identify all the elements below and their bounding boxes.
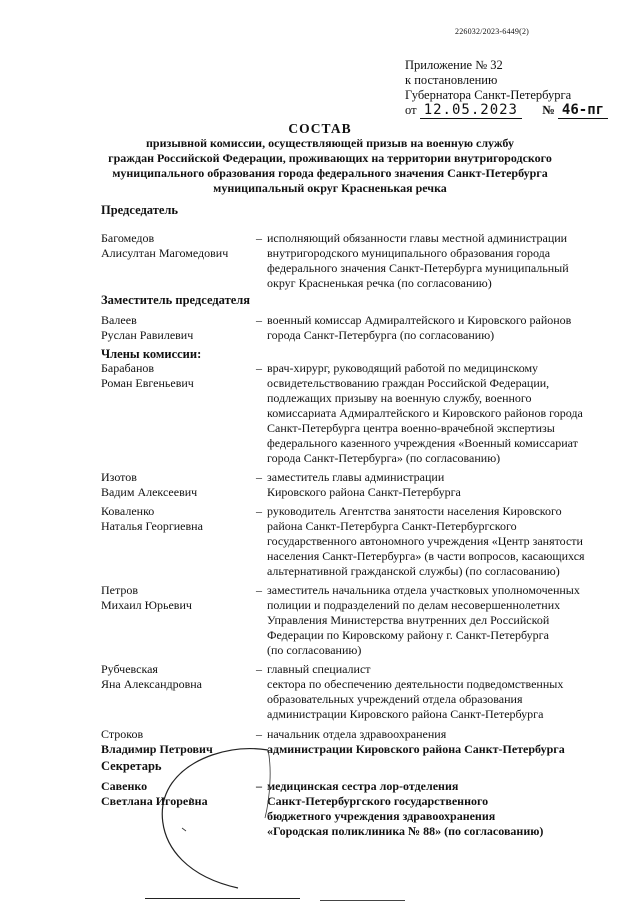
position-line: образовательных учреждений отдела образования	[267, 692, 523, 706]
appendix-block	[405, 58, 630, 119]
member-position	[267, 361, 632, 466]
member-position	[267, 662, 632, 722]
position-line: района Санкт-Петербурга Санкт-Петербургского	[267, 519, 517, 533]
given-name: Яна Александровна	[101, 677, 203, 691]
position-line: населения Санкт-Петербурга» (в части вопросов, касающихся	[267, 549, 585, 563]
member-position	[267, 779, 632, 839]
position-line: руководитель Агентства занятости населения Кировского	[267, 504, 562, 518]
appendix-date-line	[405, 103, 630, 119]
member-name	[101, 583, 256, 613]
member-position	[267, 504, 632, 579]
surname: Барабанов	[101, 361, 155, 375]
position-line: федерального казенного учреждения «Военный комиссариат	[267, 436, 578, 450]
member-position	[267, 583, 632, 658]
position-line: военный комиссар Адмиралтейского и Кировского районов	[267, 313, 572, 327]
surname: Валеев	[101, 313, 137, 327]
position-line: заместитель начальника отдела участковых уполномоченных	[267, 583, 580, 597]
section-members: Члены комиссии:	[101, 347, 202, 361]
date-prefix: от	[405, 103, 417, 117]
decree-date: 12.05.2023	[420, 103, 522, 119]
dash: –	[256, 361, 262, 375]
document-title: СОСТАВ	[288, 121, 352, 136]
position-line: государственного автономного учреждения «Центр занятости	[267, 534, 583, 548]
signature-line	[320, 900, 405, 901]
given-name: Светлана Игоревна	[101, 794, 208, 808]
position-line: Кировского района Санкт-Петербурга	[267, 485, 461, 499]
subtitle-line: муниципального образования города федерального значения Санкт-Петербурга	[112, 166, 548, 180]
dash: –	[256, 779, 262, 793]
given-name: Роман Евгеньевич	[101, 376, 194, 390]
subtitle-line: граждан Российской Федерации, проживающих на территории внутригородского	[108, 151, 552, 165]
position-line: администрации Кировского района Санкт-Петербурга	[267, 742, 565, 756]
position-line: округ Красненькая речка (по согласованию)	[267, 276, 492, 290]
appendix-line-2: к постановлению	[405, 73, 498, 87]
position-line: медицинская сестра лор-отделения	[267, 779, 459, 793]
position-line: комиссариата Адмиралтейского и Кировского районов города	[267, 406, 583, 420]
surname: Коваленко	[101, 504, 155, 518]
surname: Петров	[101, 583, 139, 597]
decree-number: 46-пг	[558, 103, 608, 119]
member-name	[101, 361, 256, 391]
approval-signature-mark	[150, 738, 300, 898]
position-line: города Санкт-Петербурга (по согласованию)	[267, 328, 495, 342]
position-line: заместитель главы администрации	[267, 470, 445, 484]
dash: –	[256, 662, 262, 676]
position-line: исполняющий обязанности главы местной администрации	[267, 231, 568, 245]
position-line: освидетельствованию граждан Российской Федерации,	[267, 376, 550, 390]
dash: –	[256, 231, 262, 245]
position-line: (по согласованию)	[267, 643, 362, 657]
dash: –	[256, 504, 262, 518]
surname: Строков	[101, 727, 144, 741]
signature-line	[145, 898, 300, 899]
member-name	[101, 231, 256, 261]
position-line: начальник отдела здравоохранения	[267, 727, 447, 741]
position-line: врач-хирург, руководящий работой по медицинскому	[267, 361, 539, 375]
position-line: федерального значения Санкт-Петербурга муниципальный	[267, 261, 569, 275]
member-name	[101, 470, 256, 500]
document-number: 226032/2023-6449(2)	[455, 27, 530, 36]
document-subtitle	[95, 136, 565, 196]
number-prefix: №	[542, 103, 555, 117]
appendix-line-3: Губернатора Санкт-Петербурга	[405, 88, 572, 102]
position-line: внутригородского муниципального образования города	[267, 246, 551, 260]
given-name: Владимир Петрович	[101, 742, 213, 756]
appendix-line-1: Приложение № 32	[405, 58, 503, 72]
position-line: Санкт-Петербурга центра военно-врачебной экспертизы	[267, 421, 555, 435]
position-line: полиции и подразделений по делам несовершеннолетних	[267, 598, 561, 612]
position-line: администрации Кировского района Санкт-Петербурга	[267, 707, 544, 721]
given-name: Наталья Георгиевна	[101, 519, 203, 533]
member-name	[101, 662, 256, 692]
position-line: бюджетного учреждения здравоохранения	[267, 809, 496, 823]
position-line: подлежащих призыву на военную службу, военного	[267, 391, 532, 405]
member-name	[101, 504, 256, 534]
position-line: Управления Министерства внутренних дел Российской	[267, 613, 550, 627]
surname: Изотов	[101, 470, 137, 484]
dash: –	[256, 313, 262, 327]
section-deputy: Заместитель председателя	[101, 293, 251, 307]
position-line: главный специалист	[267, 662, 371, 676]
surname: Рубчевская	[101, 662, 158, 676]
surname: Савенко	[101, 779, 148, 793]
position-line: «Городская поликлиника № 88» (по согласованию)	[267, 824, 544, 838]
dash: –	[256, 470, 262, 484]
section-chairman: Председатель	[101, 203, 179, 217]
given-name: Руслан Равилевич	[101, 328, 194, 342]
member-position	[267, 470, 632, 500]
surname: Багомедов	[101, 231, 155, 245]
position-line: Федерации по Кировскому району г. Санкт-Петербурга	[267, 628, 549, 642]
given-name: Алисултан Магомедович	[101, 246, 229, 260]
dash: –	[256, 583, 262, 597]
position-line: Санкт-Петербургского государственного	[267, 794, 489, 808]
position-line: сектора по обеспечению деятельности подведомственных	[267, 677, 564, 691]
member-position	[267, 313, 632, 343]
subtitle-line: муниципальный округ Красненькая речка	[213, 181, 447, 195]
given-name: Михаил Юрьевич	[101, 598, 192, 612]
subtitle-line: призывной комиссии, осуществляющей призыв на военную службу	[146, 136, 514, 150]
position-line: города Санкт-Петербурга» (по согласованию)	[267, 451, 501, 465]
member-name	[101, 313, 256, 343]
dash: –	[256, 727, 262, 741]
member-position	[267, 231, 632, 291]
position-line: альтернативной гражданской службы) (по согласованию)	[267, 564, 560, 578]
section-secretary: Секретарь	[101, 759, 162, 773]
member-position	[267, 727, 632, 757]
given-name: Вадим Алексеевич	[101, 485, 198, 499]
